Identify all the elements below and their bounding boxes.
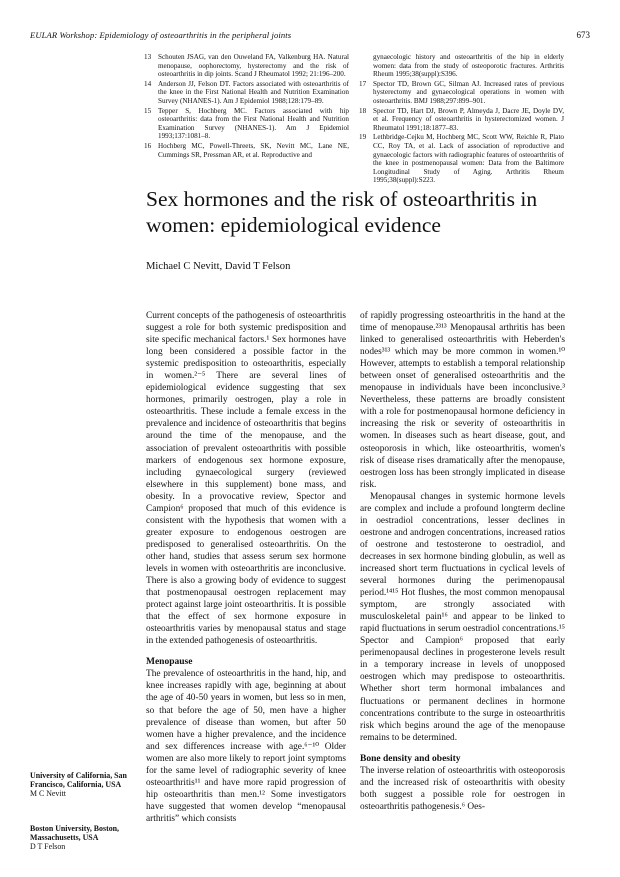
- reference-item: [144, 142, 349, 159]
- reference-item: [144, 53, 349, 79]
- body-paragraph: The inverse relation of osteoarthritis with osteoporosis and the increased risk of osteoarthritis with obesity both suggest a possible role for oestrogen in osteoarthritis pathogenesis.⁶ Oes-: [360, 765, 565, 812]
- affiliation-institution: Boston University, Boston, Massachusetts, USA: [30, 824, 120, 843]
- reference-text: gynaecologic history and osteoarthritis of the hip in elderly women: data from the study of osteoporotic fractures. Arthritis Rheum 1995;38(suppl):S396.: [373, 53, 564, 79]
- body-paragraph: Current concepts of the pathogenesis of osteoarthritis suggest a role for both systemic predisposition and site specific mechanical factors.¹ Sex hormones have long been considered a possible factor in the systemic predisposition to osteoarthritis, especially in women.²⁻⁵ There are several lines of epidemiological evidence suggesting that sex hormones, primarily oestrogen, play a role in osteoarthritis. These include a female excess in the prevalence and incidence of osteoarthritis that begins around the time of the menopause, and the association of prevalent osteoarthritis with possible markers of endogenous sex hormone exposure, including gynaecological surgery (reviewed elsewhere in this supplement) bone mass, and obesity. In a provocative review, Spector and Campion⁶ proposed that much of this evidence is consistent with the hypothesis that women with a greater exposure to endogenous oestrogen are predisposed to generalised osteoarthritis. On the other hand, studies that assess serum sex hormone levels in women with osteoarthritis are inconclusive. There is also a growing body of evidence to suggest that postmenopausal oestrogen replacement may protect against large joint osteoarthritis. It is possible that the effect of sex hormone exposure in osteoarthritis varies by menopausal status and stage in the extended pathogenesis of osteoarthritis.: [146, 311, 346, 647]
- author-affiliation: [30, 824, 140, 852]
- body-column-left: [146, 310, 346, 825]
- affiliation-institution: University of California, San Francisco, California, USA: [30, 771, 127, 790]
- reference-list-left: [144, 53, 349, 160]
- body-paragraph: of rapidly progressing osteoarthritis in the hand at the time of menopause.²³¹³ Menopausal arthritis has been linked to generalised osteoarthritis with Heberden's nodes³¹³ which may be more common in women.¹⁰ However, attempts to establish a temporal relationship between onset of generalised osteoarthritis and the menopause in individuals have been inconclusive.³ Nevertheless, these patterns are broadly consistent with a role for postmenopausal hormone deficiency in increasing the risk or severity of osteoarthritis in women. In diseases such as heart disease, gout, and osteoporosis in which, like osteoarthritis, women's risk of disease rises dramatically after the menopause, oestrogen loss has been strongly implicated in disease risk.: [360, 311, 565, 490]
- reference-number: [359, 53, 373, 79]
- reference-number: 17: [359, 79, 367, 88]
- reference-item: [144, 107, 349, 141]
- reference-text: Tepper S, Hochberg MC. Factors associated with hip osteoarthritis: data from the First National Health and Nutrition Examination Survey (NHANES-1). Am J Epidemiol 1993;137:1081–8.: [158, 106, 349, 141]
- running-head: EULAR Workshop: Epidemiology of osteoarthritis in the peripheral joints: [30, 30, 292, 40]
- affiliation-person: D T Felson: [30, 842, 66, 852]
- section-heading-menopause: Menopause: [146, 657, 193, 668]
- reference-item: [359, 133, 564, 185]
- article-authors: Michael C Nevitt, David T Felson: [146, 261, 291, 272]
- body-paragraph: Menopausal changes in systemic hormone levels are complex and include a profound longterm decline in oestradiol concentrations, lesser declines in oestrone and androgen concentrations, increased ratios of oestrone and testosterone to oestradiol, and decreases in sex hormone binding globulin, as well as increased short term fluctuations in cyclical levels of several hormones during the perimenopausal period.¹⁴¹⁵ Hot flushes, the most common menopausal symptom, are strongly associated with musculoskeletal pain¹⁶ and appear to be linked to rapid fluctuations in serum oestradiol concentrations.¹⁵ Spector and Campion⁶ proposed that early perimenopausal declines in progesterone levels result in a temporary increase in levels of unopposed oestrogen which may predispose to osteoarthritis. Whether short term hormonal imbalances and fluctuations or permanent declines in hormone concentrations contribute to the surge in osteoarthritis risk which begins around the age of the menopause remains to be determined.: [360, 491, 565, 743]
- reference-item: [359, 107, 564, 133]
- reference-text: Spector TD, Brown GC, Silman AJ. Increased rates of previous hysterectomy and gynaecological operations in women with osteoarthritis. BMJ 1988;297:899–901.: [373, 79, 564, 105]
- reference-text: Anderson JJ, Felson DT. Factors associated with osteoarthritis of the knee in the First National Health and Nutrition Examination Survey (NHANES-1). Am J Epidemiol 1988;128:179–89.: [158, 79, 349, 105]
- reference-item: [359, 53, 564, 79]
- reference-text: Spector TD, Hart DJ, Brown P, Almeyda J, Dacre JE, Doyle DV, et al. Frequency of osteoarthritis in hysterectomized women. J Rheumatol 1991;18:1877–83.: [373, 106, 564, 132]
- reference-text: Lethbridge-Cejku M, Hochberg MC, Scott WW, Reichle R, Plato CC, Roy TA, et al. Lack of association of reproductive and gynaecologic factors with radiographic features of osteoarthritis of the knee in postmenopausal women: Data from the Baltimore Longitudinal Study of Aging. Arthritis Rheum 1995;38(suppl):S223.: [373, 133, 564, 185]
- reference-number: 16: [144, 141, 152, 150]
- body-column-right: [360, 310, 565, 813]
- affiliation-person: M C Nevitt: [30, 789, 66, 799]
- reference-number: 18: [359, 106, 367, 115]
- reference-item: [144, 80, 349, 106]
- reference-number: 19: [359, 133, 367, 142]
- article-title: Sex hormones and the risk of osteoarthritis in women: epidemiological evidence: [146, 187, 538, 237]
- reference-list-right: [359, 53, 564, 186]
- reference-text: Schouten JSAG, van den Ouweland FA, Valkenburg HA. Natural menopause, oophorectomy, hysterectomy and the risk of osteoarthritis in dip joints. Scand J Rheumatol 1992; 21:196–200.: [158, 53, 349, 79]
- body-paragraph: The prevalence of osteoarthritis in the hand, hip, and knee increases rapidly with age, beginning at about the age of 40-50 years in women, but less so in men, so that before the age of 50, men have a higher prevalence of disease than women, but after 50 women have a higher prevalence, and the incidence and sex differences increase with age.⁶⁻¹⁰ Older women are also more likely to report joint symptoms for the same level of radiographic severity of knee osteoarthritis¹¹ and have more rapid progression of hip osteoarthritis than men.¹² Some investigators have suggested that women develop “menopausal arthritis” which consists: [146, 669, 346, 824]
- page-number: 673: [576, 30, 590, 40]
- reference-number: 15: [144, 106, 152, 115]
- author-affiliation: [30, 771, 140, 799]
- reference-text: Hochberg MC, Powell-Threets, SK, Nevitt MC, Lane NE, Cummings SR, Pressman AR, et al. Reproductive and: [158, 141, 349, 159]
- reference-number: 14: [144, 79, 152, 88]
- reference-number: 13: [144, 53, 152, 61]
- reference-item: [359, 80, 564, 106]
- section-heading-bone-density: Bone density and obesity: [360, 753, 461, 764]
